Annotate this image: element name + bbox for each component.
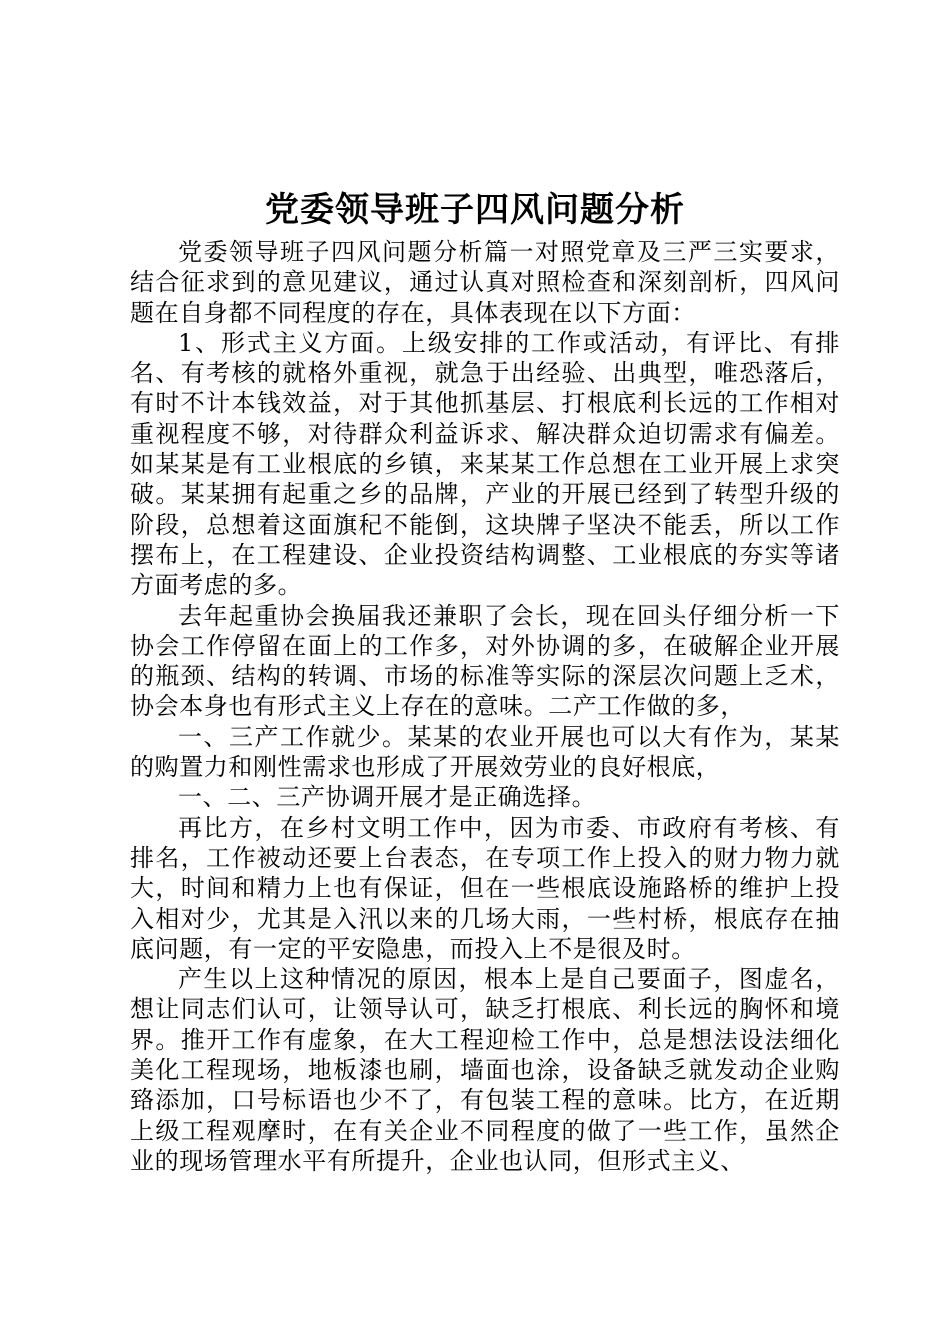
paragraph-rural-civilization: 再比方，在乡村文明工作中，因为市委、市政府有考核、有排名，工作被动还要上台表态，在专项工作上投入的财力物力就大，时间和精力上也有保证，但在一些根底设施路桥的维护上投入相对少，尤其是入汛以来的几场大雨，一些村桥，根底存在抽底问题，有一定的平安隐患，而投入上不是很及时。: [130, 813, 840, 963]
document-body: [130, 237, 840, 1176]
paragraph-tertiary-industry: 一、三产工作就少。某某的农业开展也可以大有作为，某某的购置力和刚性需求也形成了开展效劳业的良好根底，: [130, 722, 840, 782]
paragraph-formalism: 1、形式主义方面。上级安排的工作或活动，有评比、有排名、有考核的就格外重视，就急于出经验、出典型，唯恐落后，有时不计本钱效益，对于其他抓基层、打根底利长远的工作相对重视程度不够，对待群众利益诉求、解决群众迫切需求有偏差。如某某是有工业根底的乡镇，来某某工作总想在工业开展上求突破。某某拥有起重之乡的品牌，产业的开展已经到了转型升级的阶段，总想着这面旗䄫不能倒，这块牌子坚决不能丢，所以工作摆布上，在工程建设、企业投资结构调整、工业根底的夯实等诸方面考虑的多。: [130, 328, 840, 600]
document-title: 党委领导班子四风问题分析: [265, 190, 685, 230]
paragraph-intro: 党委领导班子四风问题分析篇一对照党章及三严三实要求，结合征求到的意见建议，通过认真对照检查和深刻剖析，四风问题在自身都不同程度的存在，具体表现在以下方面：: [130, 238, 840, 327]
paragraph-association: 去年起重协会换届我还兼职了会长，现在回头仔细分析一下协会工作停留在面上的工作多，对外协调的多，在破解企业开展的瓶颈、结构的转调、市场的标准等实际的深层次问题上乏术，协会本身也有形式主义上存在的意味。二产工作做的多，: [130, 601, 840, 721]
paragraph-causes: 产生以上这种情况的原因，根本上是自己要面子，图虚名，想让同志们认可，让领导认可，缺乏打根底、利长远的胸怀和境界。推开工作有虚象，在大工程迎检工作中，总是想法设法细化美化工程现场，地板漆也刷，墙面也涂，设备缺乏就发动企业购臵添加，口号标语也少不了，有包装工程的意味。比方，在近期上级工程观摩时，在有关企业不同程度的做了一些工作，虽然企业的现场管理水平有所提升，企业也认同，但形式主义、: [130, 965, 840, 1175]
paragraph-coordination: 一、二、三产协调开展才是正确选择。: [178, 783, 597, 812]
